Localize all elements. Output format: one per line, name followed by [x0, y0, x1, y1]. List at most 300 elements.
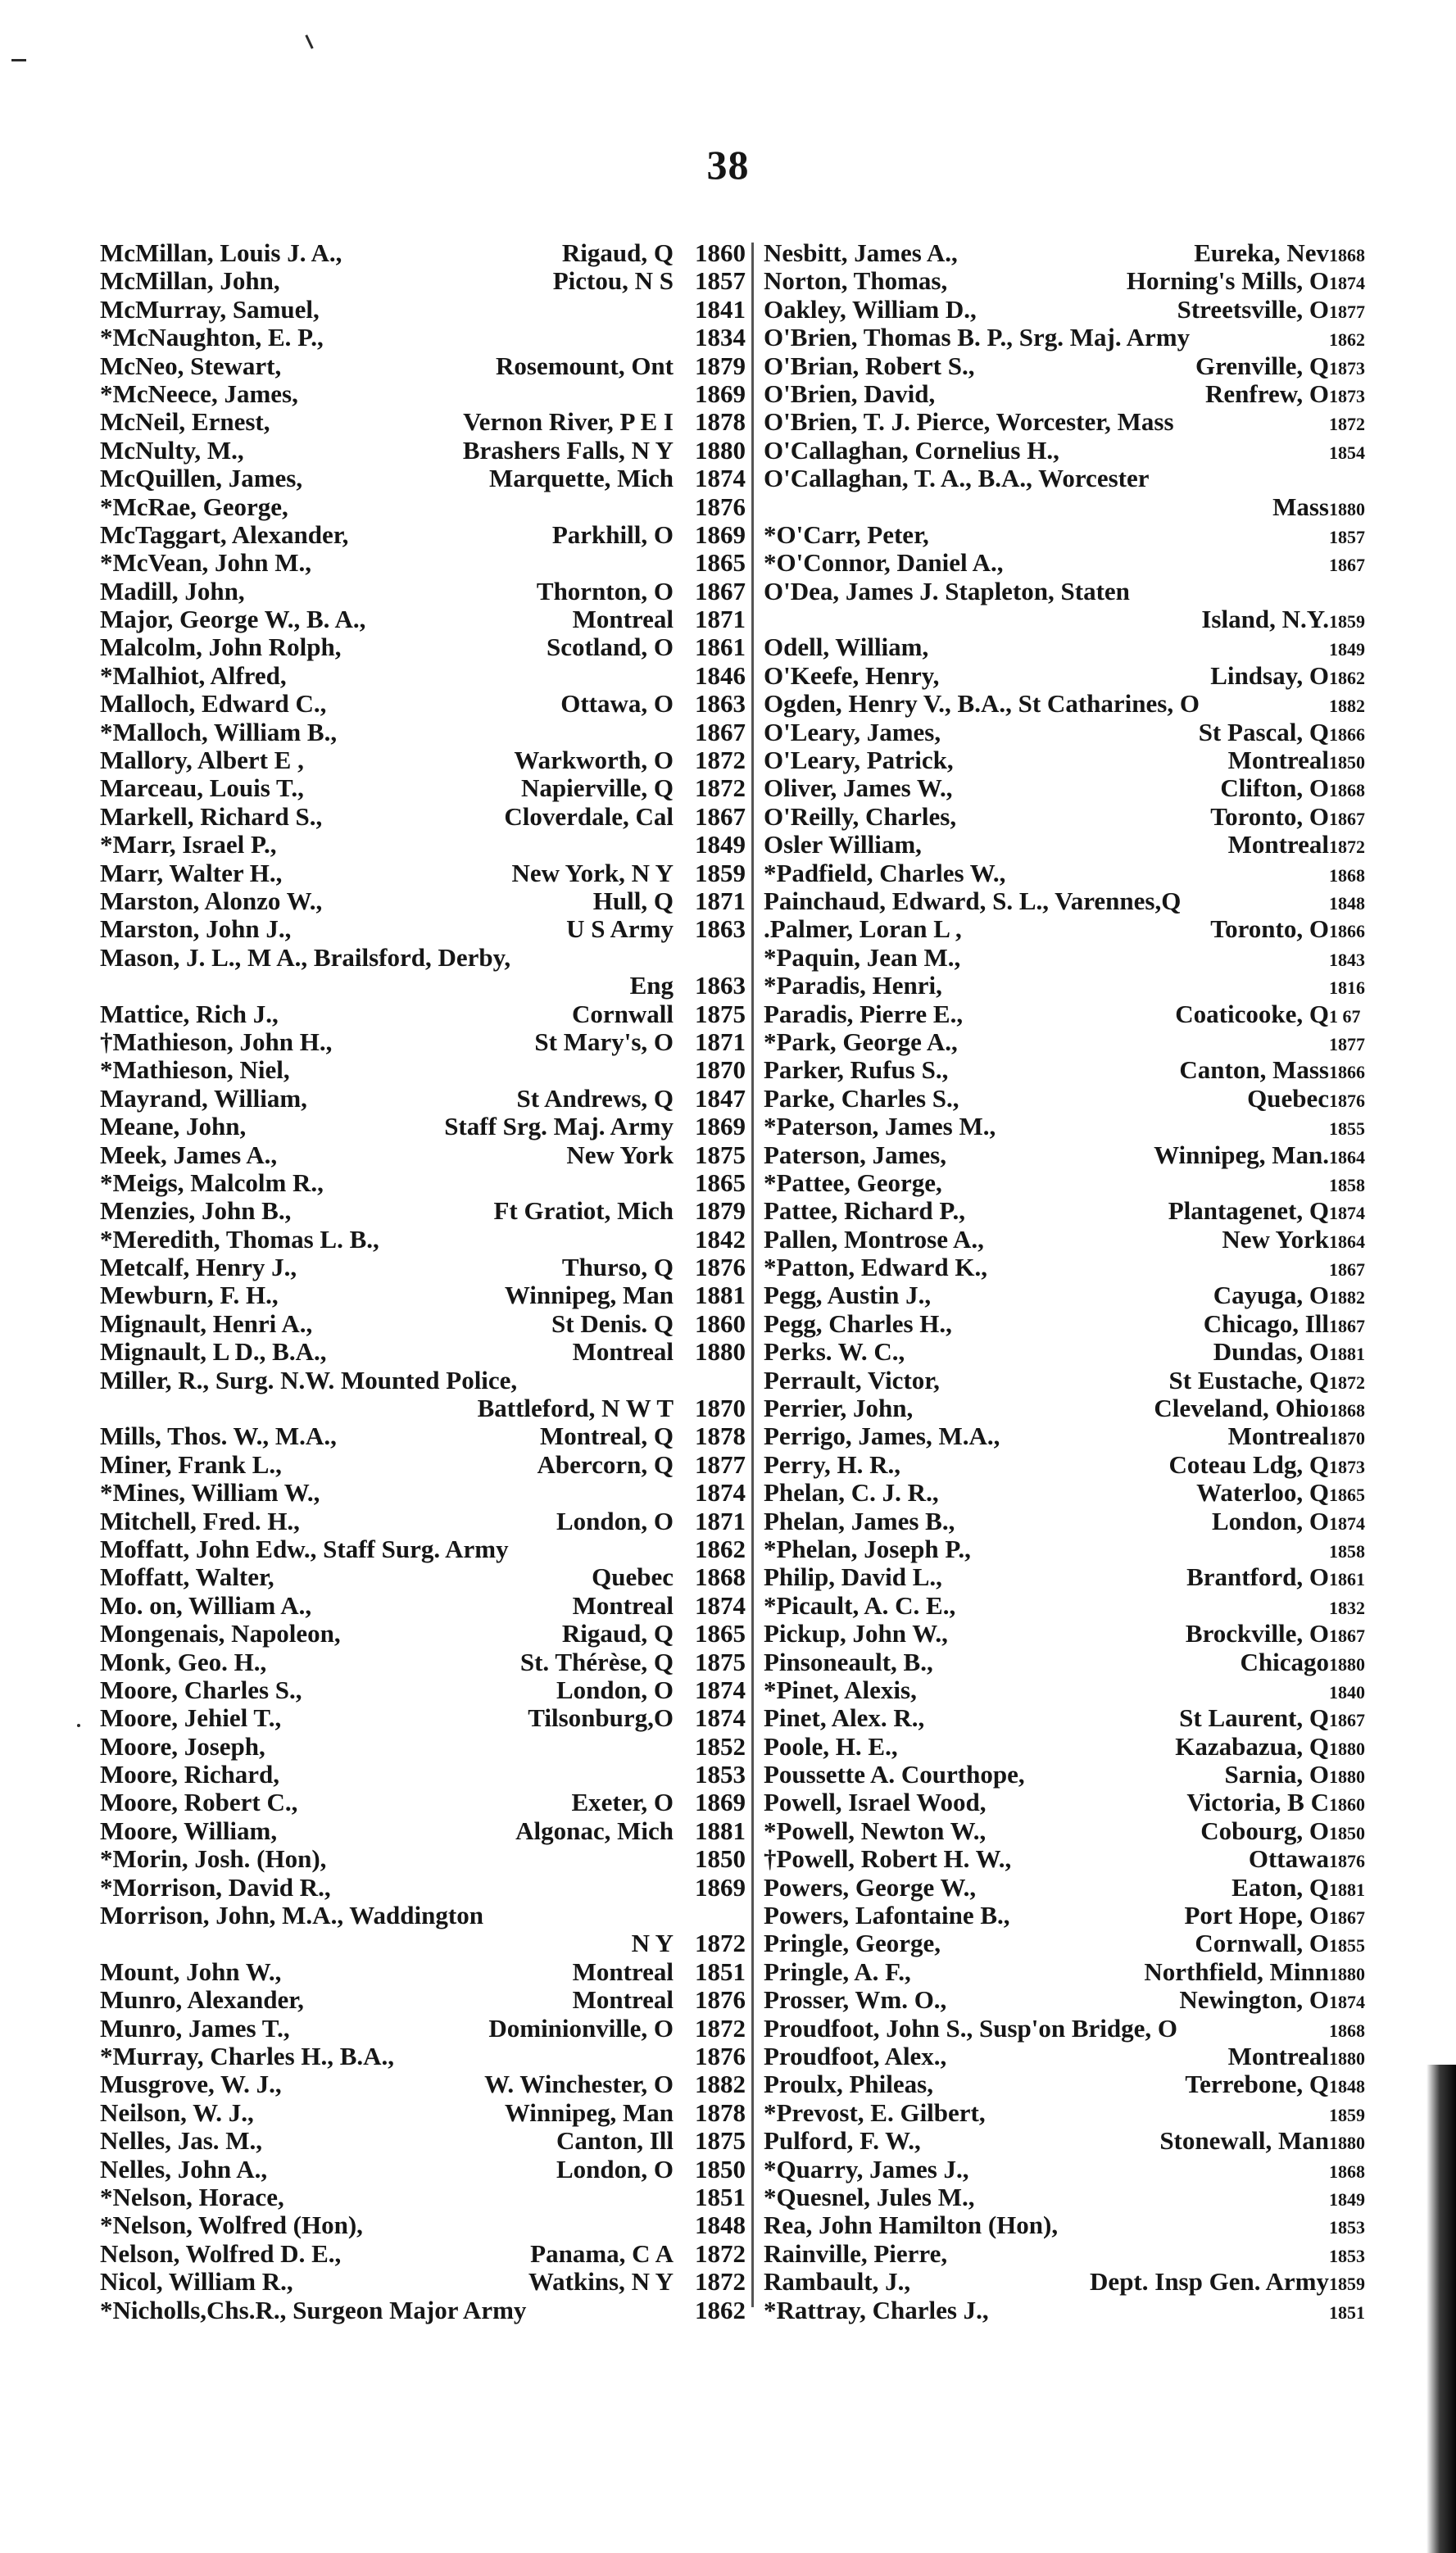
directory-entry	[100, 2240, 746, 2268]
entry-year: 1869	[695, 519, 746, 549]
entry-year: 1880	[1329, 498, 1365, 519]
entry-name: Parker, Rufus S.,	[764, 1055, 949, 1085]
directory-entry	[100, 1986, 746, 2014]
entry-year: 1855	[1329, 1118, 1365, 1140]
directory-entry	[100, 1648, 746, 1676]
entry-year: 1881	[695, 1816, 746, 1845]
entry-place: Canton, Mass	[1179, 1056, 1329, 1085]
entry-year: 1877	[1329, 301, 1365, 322]
entry-year: 1860	[695, 238, 746, 267]
entry-year: 1871	[695, 605, 746, 634]
entry-name: *McVean, John M.,	[100, 548, 312, 578]
entry-year: 1849	[695, 830, 746, 859]
entry-year: 1872	[695, 746, 746, 775]
entry-place: Exeter, O	[571, 1789, 674, 1817]
entry-year: 1843	[1329, 949, 1365, 970]
entry-place: Hull, Q	[592, 887, 674, 915]
entry-name: Marr, Walter H.,	[100, 858, 283, 887]
entry-year: 1860	[695, 1308, 746, 1338]
right-column	[764, 238, 1365, 2324]
entry-name: Powers, Lafontaine B.,	[764, 1901, 1010, 1930]
entry-name: O'Brien, David,	[764, 379, 936, 408]
entry-year: 1853	[1329, 2245, 1365, 2266]
entry-name: Meane, John,	[100, 1112, 247, 1141]
directory-entry	[100, 944, 746, 972]
entry-name: Pinet, Alex. R.,	[764, 1703, 925, 1733]
entry-name: McQuillen, James,	[100, 464, 303, 493]
entry-year: 1851	[695, 2182, 746, 2211]
directory-entry	[100, 1789, 746, 1816]
entry-place: Montreal	[572, 1338, 674, 1367]
entry-name: Nelles, Jas. M.,	[100, 2126, 263, 2156]
entry-name: Pringle, A. F.,	[764, 1957, 911, 1986]
entry-name: *Paterson, James M.,	[764, 1112, 996, 1141]
directory-entry	[100, 831, 746, 859]
directory-entry	[764, 801, 1365, 831]
entry-year: 1868	[1329, 2161, 1365, 2182]
entry-place: Rosemount, Ont	[495, 351, 674, 380]
entry-name: Norton, Thomas,	[764, 266, 948, 296]
entry-year: 1850	[695, 1844, 746, 1874]
entry-name: O'Callaghan, Cornelius H.,	[764, 435, 1059, 465]
entry-year: 1865	[695, 1619, 746, 1648]
entry-name: .Palmer, Loran L ,	[764, 914, 962, 944]
entry-year: 1880	[695, 1337, 746, 1367]
entry-year: 1873	[1329, 1456, 1365, 1477]
directory-entry	[100, 690, 746, 718]
entry-name: *O'Carr, Peter,	[764, 519, 929, 549]
entry-place: Montreal	[572, 1986, 674, 2015]
entry-name: *Mines, William W.,	[100, 1478, 320, 1508]
entry-year: 1876	[695, 1985, 746, 2015]
entry-place: Scotland, O	[546, 633, 674, 662]
entry-name: Mills, Thos. W., M.A.,	[100, 1422, 337, 1451]
entry-name: Moore, Joseph,	[100, 1731, 265, 1761]
entry-name: Rambault, J.,	[764, 2267, 911, 2297]
entry-name: O'Dea, James J. Stapleton, Staten	[764, 576, 1130, 605]
entry-name: Mitchell, Fred. H.,	[100, 1506, 300, 1535]
directory-entry	[100, 1761, 746, 1789]
entry-year: 1868	[695, 1562, 746, 1592]
entry-name: Poussette A. Courthope,	[764, 1760, 1025, 1789]
entry-year: 1859	[1329, 2104, 1365, 2125]
entry-name: Mayrand, William,	[100, 1083, 307, 1113]
entry-name: Mattice, Rich J.,	[100, 999, 279, 1028]
page-number: 38	[706, 142, 750, 188]
entry-name: Metcalf, Henry J.,	[100, 1253, 297, 1282]
entry-year: 1882	[1329, 1287, 1365, 1308]
entry-name: Madill, John,	[100, 576, 245, 605]
directory-entry	[764, 1703, 1365, 1733]
directory-entry	[100, 662, 746, 690]
entry-year: 1868	[1329, 245, 1365, 265]
entry-place: Parkhill, O	[551, 520, 674, 549]
entry-name: Mewburn, F. H.,	[100, 1281, 279, 1310]
entry-place: Stonewall, Man	[1159, 2127, 1329, 2156]
directory-entry	[764, 578, 1357, 605]
entry-year: 1874	[1329, 273, 1365, 294]
entry-name: McNeil, Ernest,	[100, 407, 270, 437]
entry-name: Proudfoot, John S., Susp'on Bridge, O	[764, 2013, 1178, 2043]
entry-name: *Malhiot, Alfred,	[100, 660, 287, 690]
entry-year: 1869	[695, 379, 746, 408]
entry-year: 1871	[695, 1027, 746, 1056]
entry-year: 1832	[1329, 1597, 1365, 1618]
directory-entry	[764, 379, 1365, 408]
entry-place: U S Army	[566, 915, 674, 944]
entry-place: Montreal	[572, 605, 674, 634]
entry-name: McNeo, Stewart,	[100, 351, 282, 380]
entry-year: 1851	[695, 1957, 746, 1986]
entry-year: 1870	[1329, 1428, 1365, 1449]
entry-name: Miner, Frank L.,	[100, 1449, 282, 1479]
directory-entry	[764, 2042, 1365, 2070]
directory-entry	[764, 1168, 1365, 1197]
entry-name: Poole, H. E.,	[764, 1731, 898, 1761]
entry-name: McTaggart, Alexander,	[100, 519, 349, 549]
directory-entry	[100, 859, 746, 887]
entry-name: *Meredith, Thomas L. B.,	[100, 1224, 379, 1254]
directory-entry	[764, 971, 1365, 1000]
entry-name: Miller, R., Surg. N.W. Mounted Police,	[100, 1365, 518, 1394]
directory-entry	[764, 1760, 1365, 1789]
entry-name: Moore, Robert C.,	[100, 1788, 298, 1817]
entry-place: Marquette, Mich	[489, 465, 674, 493]
entry-year: 1867	[695, 801, 746, 831]
directory-entry	[100, 1281, 746, 1309]
entry-name: Pattee, Richard P.,	[764, 1196, 965, 1226]
directory-entry	[100, 1704, 746, 1732]
directory-entry	[764, 1253, 1365, 1282]
entry-year: 1 67	[1329, 1005, 1361, 1027]
directory-entry	[100, 1028, 746, 1056]
directory-entry	[100, 267, 746, 295]
directory-entry	[100, 239, 746, 267]
entry-year: 1859	[1329, 2274, 1365, 2295]
directory-entry	[100, 1592, 746, 1620]
directory-entry	[100, 1733, 746, 1761]
entry-name: *Prevost, E. Gilbert,	[764, 2097, 986, 2127]
directory-entry	[764, 1731, 1365, 1761]
directory-entry	[764, 2295, 1365, 2324]
entry-year: 1881	[695, 1281, 746, 1310]
entry-year: 1851	[1329, 2301, 1365, 2323]
directory-entry	[764, 1394, 1365, 1423]
entry-year: 1874	[695, 1703, 746, 1733]
entry-name: *Picault, A. C. E.,	[764, 1590, 956, 1620]
entry-place: Abercorn, Q	[537, 1450, 674, 1479]
entry-name: Paterson, James,	[764, 1140, 946, 1169]
entry-place: Streetsville, O	[1177, 295, 1329, 324]
entry-name: Proudfoot, Alex.,	[764, 2042, 947, 2070]
directory-entry	[100, 1874, 746, 1902]
entry-name: Mignault, L D., B.A.,	[100, 1337, 327, 1367]
entry-name: Pulford, F. W.,	[764, 2126, 921, 2156]
entry-place: New York	[566, 1140, 674, 1169]
entry-place: Ottawa, O	[560, 690, 674, 719]
entry-place: Sarnia, O	[1224, 1761, 1329, 1789]
directory-entry	[100, 1056, 746, 1084]
directory-entry	[100, 578, 746, 605]
entry-name: *Murray, Charles H., B.A.,	[100, 2042, 395, 2070]
entry-name: *Padfield, Charles W.,	[764, 858, 1006, 887]
entry-name: Nelles, John A.,	[100, 2154, 268, 2183]
directory-entry	[100, 2211, 746, 2239]
entry-place: Thornton, O	[536, 577, 674, 605]
directory-entry	[100, 1226, 746, 1254]
entry-name: *Nicholls,Chs.R., Surgeon Major Army	[100, 2295, 527, 2324]
entry-name: Pinsoneault, B.,	[764, 1647, 933, 1676]
entry-year: 1877	[695, 1449, 746, 1479]
directory-entry	[100, 774, 746, 802]
directory-entry	[100, 296, 746, 324]
directory-entry	[764, 942, 1365, 972]
entry-name: Moffatt, Walter,	[100, 1562, 274, 1592]
entry-year: 1869	[695, 1872, 746, 1902]
entry-year: 1849	[1329, 639, 1365, 660]
entry-place: Brockville, O	[1185, 1620, 1329, 1648]
directory-entry	[764, 2154, 1365, 2183]
entry-year: 1867	[1329, 555, 1365, 576]
entry-name: *Rattray, Charles J.,	[764, 2295, 989, 2324]
entry-year: 1881	[1329, 1879, 1365, 1900]
entry-place: Watkins, N Y	[528, 2268, 674, 2297]
entry-place: Winnipeg, Man.	[1154, 1140, 1329, 1169]
directory-entry	[764, 1449, 1365, 1479]
entry-name: Munro, James T.,	[100, 2013, 290, 2043]
entry-year: 1878	[695, 407, 746, 437]
entry-year: 1867	[1329, 1710, 1365, 1731]
entry-place: Brashers Falls, N Y	[462, 436, 674, 465]
entry-year: 1850	[1329, 1822, 1365, 1843]
entry-year: 1875	[695, 2126, 746, 2156]
directory-entry	[764, 633, 1365, 662]
entry-name: Mount, John W.,	[100, 1957, 282, 1986]
directory-entry	[764, 1422, 1365, 1451]
directory-entry	[100, 1902, 746, 1929]
directory-entry	[100, 2127, 746, 2155]
entry-name: McNulty, M.,	[100, 435, 244, 465]
entry-place: New York, N Y	[511, 859, 674, 887]
entry-year: 1867	[695, 717, 746, 746]
entry-year: 1850	[695, 2154, 746, 2183]
entry-year: 1874	[695, 1590, 746, 1620]
entry-name: Painchaud, Edward, S. L., Varennes,Q	[764, 886, 1182, 915]
directory-entry	[764, 2013, 1365, 2043]
entry-name: Meek, James A.,	[100, 1140, 278, 1169]
entry-year: 1867	[1329, 1626, 1365, 1647]
entry-year: 1874	[695, 464, 746, 493]
entry-year: 1841	[695, 294, 746, 324]
entry-place: Waterloo, Q	[1196, 1479, 1329, 1508]
entry-place: Toronto, O	[1210, 802, 1329, 831]
directory-entry	[764, 914, 1365, 944]
directory-entry	[764, 2070, 1365, 2099]
entry-year: 1876	[695, 2042, 746, 2070]
entry-year: 1872	[695, 773, 746, 803]
directory-entry	[100, 1422, 746, 1450]
entry-name: Nesbitt, James A.,	[764, 238, 958, 267]
entry-place: Rigaud, Q	[561, 1620, 674, 1648]
directory-entry	[764, 1281, 1365, 1310]
entry-year: 1867	[1329, 1259, 1365, 1281]
directory-entry	[764, 238, 1365, 267]
entry-place: Eng	[629, 972, 674, 1000]
directory-entry	[764, 1337, 1365, 1367]
directory-entry	[764, 1619, 1365, 1648]
entry-place: Cornwall, O	[1195, 1929, 1329, 1958]
directory-entry	[764, 773, 1365, 803]
entry-place: Montreal	[1227, 1422, 1329, 1451]
entry-name: Neilson, W. J.,	[100, 2097, 254, 2127]
entry-place: Montreal	[1227, 2043, 1329, 2070]
entry-year: 1867	[1329, 808, 1365, 829]
directory-entry	[100, 1197, 746, 1225]
entry-name: *Nelson, Horace,	[100, 2182, 284, 2211]
entry-name: Markell, Richard S.,	[100, 801, 323, 831]
directory-entry	[100, 324, 746, 351]
directory-entry	[764, 1506, 1365, 1535]
entry-name: †Powell, Robert H. W.,	[764, 1844, 1012, 1874]
directory-entry	[100, 1817, 746, 1845]
entry-year: 1865	[1329, 1485, 1365, 1506]
directory-entry	[764, 1872, 1365, 1902]
entry-place: New York	[1222, 1225, 1329, 1254]
entry-place: Ft Gratiot, Mich	[493, 1197, 674, 1226]
entry-year: 1840	[1329, 1681, 1365, 1703]
entry-name: Monk, Geo. H.,	[100, 1647, 267, 1676]
entry-place: Dominionville, O	[488, 2014, 674, 2043]
entry-place: Vernon River, P E I	[463, 408, 674, 437]
entry-place: Terrebone, Q	[1185, 2070, 1329, 2099]
entry-year: 1872	[695, 2267, 746, 2297]
entry-name: *Powell, Newton W.,	[764, 1816, 987, 1845]
entry-year: 1850	[1329, 752, 1365, 773]
entry-year: 1880	[695, 435, 746, 465]
directory-entry	[764, 1816, 1365, 1845]
entry-place: Cayuga, O	[1213, 1281, 1329, 1310]
entry-year: 1861	[695, 633, 746, 662]
entry-name: Moore, William,	[100, 1816, 278, 1845]
directory-entry	[100, 380, 746, 408]
entry-name: *McNaughton, E. P.,	[100, 323, 324, 352]
entry-year: 1874	[695, 1478, 746, 1508]
entry-place: Eureka, Nev	[1194, 239, 1329, 267]
entry-place: Clifton, O	[1220, 774, 1329, 803]
directory-entry	[764, 1562, 1365, 1592]
entry-place: Cleveland, Ohio	[1154, 1394, 1329, 1423]
entry-name: Pallen, Montrose A.,	[764, 1224, 984, 1254]
entry-year: 1853	[1329, 2217, 1365, 2238]
directory-entry	[764, 2097, 1365, 2127]
entry-place: Montreal, Q	[539, 1422, 674, 1451]
entry-year: 1848	[1329, 2076, 1365, 2097]
entry-year: 1834	[695, 323, 746, 352]
entry-place: Coteau Ldg, Q	[1168, 1450, 1329, 1479]
directory-entry	[100, 2268, 746, 2296]
entry-year: 1876	[1329, 1851, 1365, 1872]
directory-entry	[100, 465, 746, 492]
entry-year: 1875	[695, 999, 746, 1028]
page-edge-shadow	[1427, 2065, 1456, 2553]
entry-year: 1862	[695, 2295, 746, 2324]
entry-name: Pegg, Austin J.,	[764, 1281, 932, 1310]
directory-entry	[764, 519, 1365, 549]
entry-year: 1880	[1329, 2048, 1365, 2069]
entry-year: 1870	[695, 1055, 746, 1085]
directory-entry	[764, 465, 1357, 492]
entry-year: 1864	[1329, 1146, 1365, 1168]
entry-name: Perks. W. C.,	[764, 1337, 905, 1367]
entry-name: Mason, J. L., M A., Brailsford, Derby,	[100, 942, 511, 972]
directory-entry	[764, 605, 1365, 634]
entry-place: Coaticooke, Q	[1175, 1000, 1329, 1028]
entry-year: 1869	[695, 1788, 746, 1817]
entry-name: *Mathieson, Niel,	[100, 1055, 290, 1085]
directory-entry	[100, 803, 746, 831]
entry-name: Moore, Charles S.,	[100, 1675, 302, 1704]
entry-year: 1880	[1329, 1963, 1365, 1984]
entry-year: 1878	[695, 2097, 746, 2127]
directory-entry	[100, 1000, 746, 1028]
entry-place: Eaton, Q	[1231, 1873, 1329, 1902]
entry-place: Pictou, N S	[552, 267, 674, 296]
directory-entry	[764, 1929, 1365, 1958]
entry-name: *O'Connor, Daniel A.,	[764, 548, 1004, 578]
entry-year: 1849	[1329, 2188, 1365, 2210]
entry-year: 1874	[1329, 1512, 1365, 1534]
entry-name: *Meigs, Malcolm R.,	[100, 1168, 324, 1197]
entry-name: Perrigo, James, M.A.,	[764, 1422, 1000, 1451]
entry-year: 1879	[695, 1196, 746, 1226]
entry-name: *Pattee, George,	[764, 1168, 942, 1197]
directory-entry	[764, 1055, 1365, 1085]
directory-entry	[764, 294, 1365, 324]
entry-year: 1880	[1329, 1766, 1365, 1788]
directory-entry	[100, 1141, 746, 1169]
directory-entry	[764, 1675, 1365, 1704]
entry-name: Perry, H. R.,	[764, 1449, 901, 1479]
entry-year: 1872	[695, 2238, 746, 2268]
directory-entry	[764, 407, 1365, 437]
directory-entry	[764, 1112, 1365, 1141]
entry-name: Paradis, Pierre E.,	[764, 999, 964, 1028]
entry-name: Perrier, John,	[764, 1394, 914, 1423]
directory-entry	[100, 437, 746, 465]
entry-name: Osler William,	[764, 830, 922, 859]
entry-name: †Mathieson, John H.,	[100, 1027, 333, 1056]
directory-entry	[764, 1590, 1365, 1620]
entry-place: Grenville, Q	[1195, 351, 1329, 380]
directory-entry	[100, 887, 746, 915]
directory-entry	[100, 1620, 746, 1648]
entry-year: 1876	[695, 1253, 746, 1282]
entry-year: 1866	[1329, 1062, 1365, 1083]
directory-entry	[764, 1083, 1365, 1113]
entry-place: Cornwall	[572, 1000, 674, 1028]
directory-entry	[764, 2126, 1365, 2156]
directory-entry	[764, 2182, 1365, 2211]
entry-place: Renfrew, O	[1205, 379, 1329, 408]
entry-name: McMurray, Samuel,	[100, 294, 320, 324]
entry-year: 1865	[695, 548, 746, 578]
entry-year: 1880	[1329, 2133, 1365, 2154]
entry-name: *Quesnel, Jules M.,	[764, 2182, 975, 2211]
entry-name: Marceau, Louis T.,	[100, 773, 304, 803]
directory-entry	[764, 717, 1365, 746]
entry-name: Musgrove, W. J.,	[100, 2070, 282, 2099]
entry-name: Phelan, C. J. R.,	[764, 1478, 939, 1508]
